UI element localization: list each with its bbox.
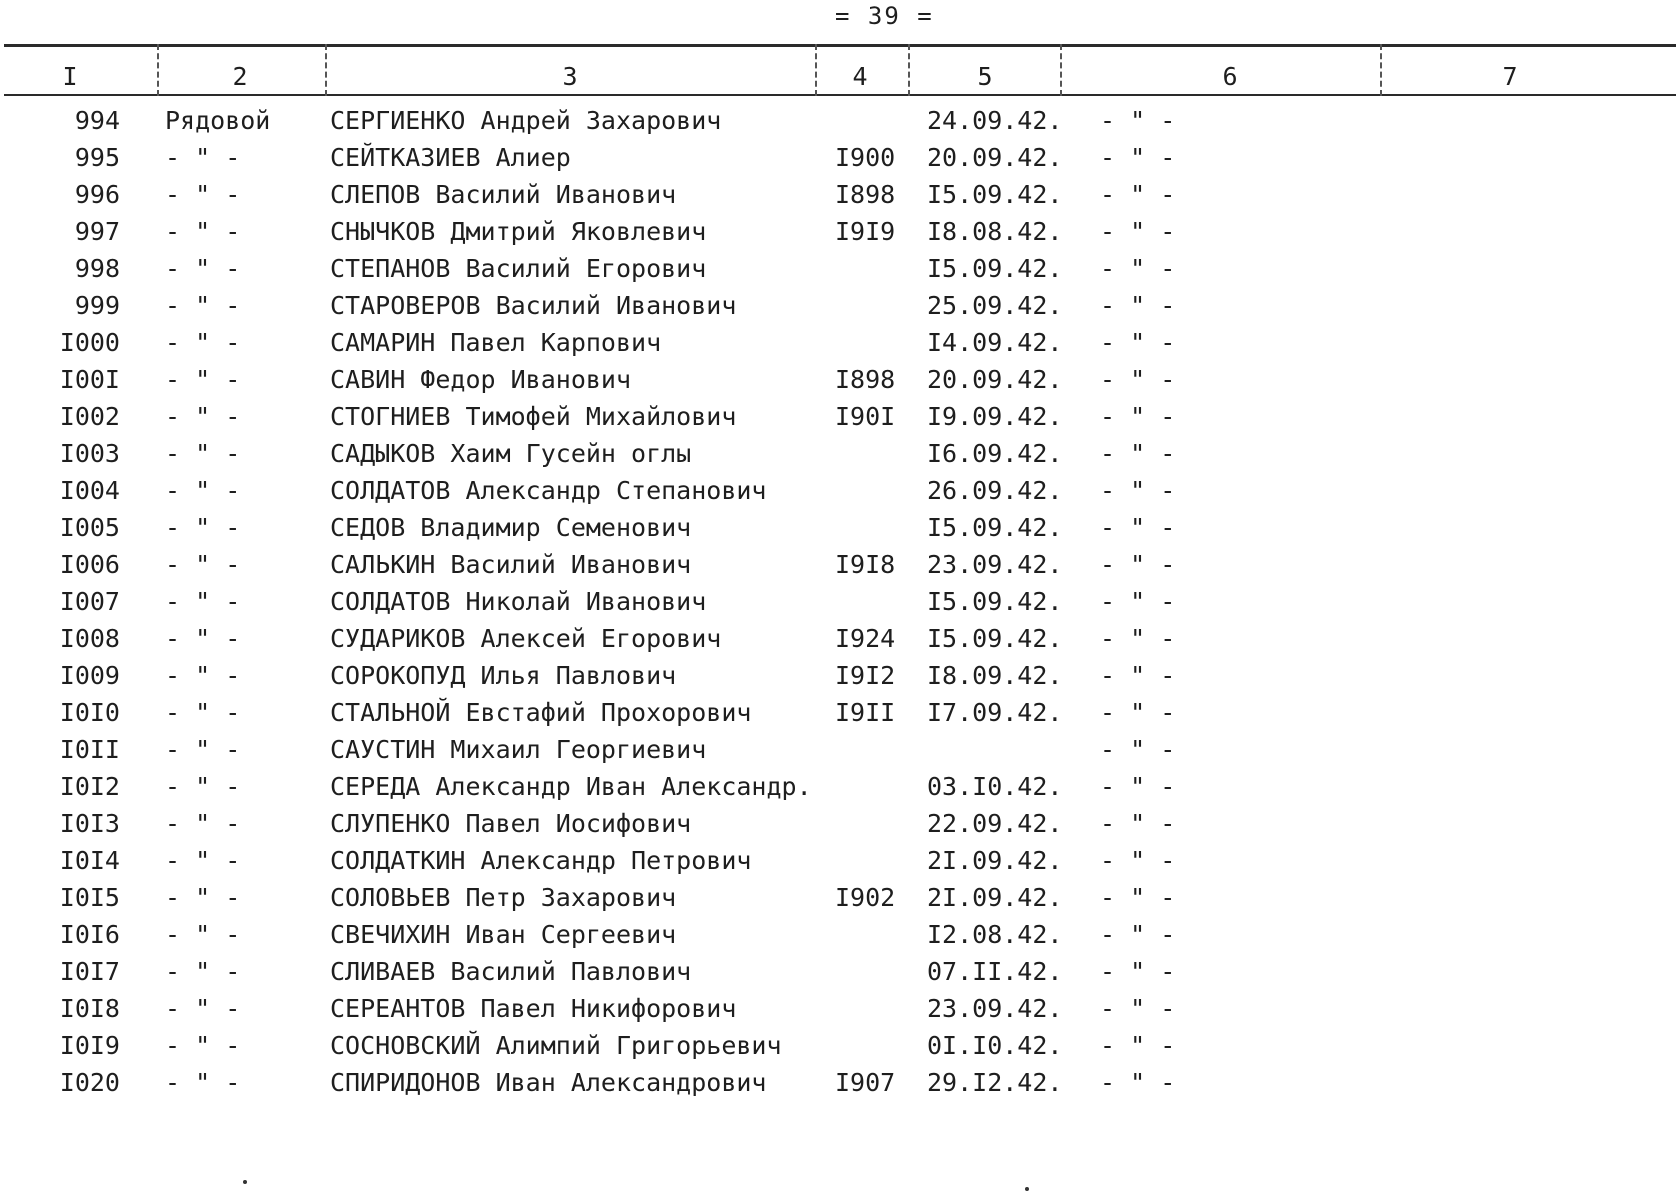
row-number: I0I7	[59, 957, 120, 986]
row-number: 994	[74, 106, 120, 135]
rank: - " -	[165, 1031, 241, 1060]
rank: - " -	[165, 550, 241, 579]
date: 2I.09.42.	[927, 883, 1063, 912]
page-number: = 39 =	[835, 2, 934, 30]
table-row	[0, 252, 1680, 289]
full-name: СТАЛЬНОЙ Евстафий Прохорович	[330, 698, 752, 727]
row-number: I008	[59, 624, 120, 653]
rank: - " -	[165, 1068, 241, 1097]
full-name: САУСТИН Михаил Георгиевич	[330, 735, 707, 764]
ditto-mark: - " -	[1100, 439, 1176, 468]
table-row	[0, 1029, 1680, 1066]
table-row	[0, 881, 1680, 918]
birth-year: I9I9	[835, 217, 896, 246]
date: I4.09.42.	[927, 328, 1063, 357]
table-row	[0, 437, 1680, 474]
table-row	[0, 178, 1680, 215]
date: 22.09.42.	[927, 809, 1063, 838]
birth-year: I898	[835, 180, 896, 209]
row-number: I007	[59, 587, 120, 616]
full-name: СЕДОВ Владимир Семенович	[330, 513, 692, 542]
table-row	[0, 104, 1680, 141]
full-name: СЕРГИЕНКО Андрей Захарович	[330, 106, 722, 135]
rank: - " -	[165, 476, 241, 505]
column-separator	[908, 44, 910, 96]
date: 23.09.42.	[927, 550, 1063, 579]
ditto-mark: - " -	[1100, 402, 1176, 431]
date: I5.09.42.	[927, 624, 1063, 653]
table-row	[0, 955, 1680, 992]
birth-year: I902	[835, 883, 896, 912]
ditto-mark: - " -	[1100, 180, 1176, 209]
row-number: I0II	[59, 735, 120, 764]
table-row	[0, 141, 1680, 178]
row-number: I0I5	[59, 883, 120, 912]
ditto-mark: - " -	[1100, 476, 1176, 505]
row-number: I006	[59, 550, 120, 579]
row-number: I0I8	[59, 994, 120, 1023]
ditto-mark: - " -	[1100, 217, 1176, 246]
full-name: СЛИВАЕВ Василий Павлович	[330, 957, 692, 986]
column-header-3: 3	[562, 62, 578, 91]
table-row	[0, 363, 1680, 400]
full-name: САВИН Федор Иванович	[330, 365, 632, 394]
row-number: I004	[59, 476, 120, 505]
ditto-mark: - " -	[1100, 254, 1176, 283]
table-row	[0, 289, 1680, 326]
rank: - " -	[165, 143, 241, 172]
birth-year: I898	[835, 365, 896, 394]
column-header-6: 6	[1222, 62, 1238, 91]
column-separator	[1060, 44, 1062, 96]
full-name: СОЛДАТОВ Николай Иванович	[330, 587, 707, 616]
birth-year: I924	[835, 624, 896, 653]
date: 2I.09.42.	[927, 846, 1063, 875]
table-row	[0, 992, 1680, 1029]
row-number: I00I	[59, 365, 120, 394]
table-row	[0, 844, 1680, 881]
table-row	[0, 622, 1680, 659]
full-name: СОЛОВЬЕВ Петр Захарович	[330, 883, 677, 912]
ditto-mark: - " -	[1100, 365, 1176, 394]
rank: - " -	[165, 624, 241, 653]
birth-year: I90I	[835, 402, 896, 431]
rank: - " -	[165, 846, 241, 875]
date: 0I.I0.42.	[927, 1031, 1063, 1060]
date: 25.09.42.	[927, 291, 1063, 320]
row-number: I0I4	[59, 846, 120, 875]
ditto-mark: - " -	[1100, 735, 1176, 764]
rank: - " -	[165, 957, 241, 986]
ditto-mark: - " -	[1100, 328, 1176, 357]
column-separator	[157, 44, 159, 96]
birth-year: I9II	[835, 698, 896, 727]
ditto-mark: - " -	[1100, 513, 1176, 542]
rank: - " -	[165, 513, 241, 542]
rank: - " -	[165, 661, 241, 690]
full-name: СУДАРИКОВ Алексей Егорович	[330, 624, 722, 653]
table-row	[0, 807, 1680, 844]
rank: - " -	[165, 883, 241, 912]
full-name: СВЕЧИХИН Иван Сергеевич	[330, 920, 677, 949]
ditto-mark: - " -	[1100, 661, 1176, 690]
table-row	[0, 918, 1680, 955]
stray-mark	[1025, 1187, 1029, 1191]
table-row	[0, 215, 1680, 252]
rank: - " -	[165, 587, 241, 616]
table-row	[0, 659, 1680, 696]
rank: Рядовой	[165, 106, 271, 135]
rank: - " -	[165, 180, 241, 209]
rank: - " -	[165, 402, 241, 431]
full-name: СОЛДАТОВ Александр Степанович	[330, 476, 767, 505]
date: I7.09.42.	[927, 698, 1063, 727]
row-number: 998	[74, 254, 120, 283]
full-name: СЛУПЕНКО Павел Иосифович	[330, 809, 692, 838]
full-name: СОРОКОПУД Илья Павлович	[330, 661, 677, 690]
birth-year: I9I8	[835, 550, 896, 579]
ditto-mark: - " -	[1100, 957, 1176, 986]
rank: - " -	[165, 994, 241, 1023]
stray-mark	[243, 1180, 247, 1184]
ditto-mark: - " -	[1100, 1031, 1176, 1060]
row-number: 995	[74, 143, 120, 172]
date: I2.08.42.	[927, 920, 1063, 949]
date: I5.09.42.	[927, 587, 1063, 616]
ditto-mark: - " -	[1100, 106, 1176, 135]
rank: - " -	[165, 328, 241, 357]
row-number: I002	[59, 402, 120, 431]
ditto-mark: - " -	[1100, 143, 1176, 172]
column-header-4: 4	[852, 62, 868, 91]
date: 26.09.42.	[927, 476, 1063, 505]
date: 07.II.42.	[927, 957, 1063, 986]
date: 03.I0.42.	[927, 772, 1063, 801]
row-number: 996	[74, 180, 120, 209]
table-row	[0, 474, 1680, 511]
date: I6.09.42.	[927, 439, 1063, 468]
ditto-mark: - " -	[1100, 994, 1176, 1023]
date: I5.09.42.	[927, 254, 1063, 283]
row-number: I020	[59, 1068, 120, 1097]
column-header-1: I	[62, 62, 78, 91]
row-number: I0I9	[59, 1031, 120, 1060]
date: I5.09.42.	[927, 180, 1063, 209]
table-row	[0, 326, 1680, 363]
rank: - " -	[165, 920, 241, 949]
row-number: I005	[59, 513, 120, 542]
row-number: 999	[74, 291, 120, 320]
row-number: I0I2	[59, 772, 120, 801]
row-number: I003	[59, 439, 120, 468]
full-name: СОЛДАТКИН Александр Петрович	[330, 846, 752, 875]
ditto-mark: - " -	[1100, 772, 1176, 801]
full-name: САДЫКОВ Хаим Гусейн оглы	[330, 439, 692, 468]
full-name: СЕРЕАНТОВ Павел Никифорович	[330, 994, 737, 1023]
table-row	[0, 733, 1680, 770]
table-body	[0, 104, 1680, 1103]
ditto-mark: - " -	[1100, 1068, 1176, 1097]
date: 20.09.42.	[927, 143, 1063, 172]
rank: - " -	[165, 439, 241, 468]
row-number: I0I3	[59, 809, 120, 838]
rank: - " -	[165, 254, 241, 283]
full-name: СЕЙТКАЗИЕВ Алиер	[330, 143, 571, 172]
column-separator	[815, 44, 817, 96]
ditto-mark: - " -	[1100, 698, 1176, 727]
row-number: I0I6	[59, 920, 120, 949]
ditto-mark: - " -	[1100, 587, 1176, 616]
birth-year: I9I2	[835, 661, 896, 690]
ditto-mark: - " -	[1100, 624, 1176, 653]
rank: - " -	[165, 809, 241, 838]
rank: - " -	[165, 365, 241, 394]
ditto-mark: - " -	[1100, 550, 1176, 579]
full-name: СОСНОВСКИЙ Алимпий Григорьевич	[330, 1031, 782, 1060]
column-header-2: 2	[232, 62, 248, 91]
birth-year: I900	[835, 143, 896, 172]
table-row	[0, 400, 1680, 437]
row-number: I009	[59, 661, 120, 690]
row-number: I0I0	[59, 698, 120, 727]
column-header-5: 5	[977, 62, 993, 91]
row-number: 997	[74, 217, 120, 246]
table-row	[0, 1066, 1680, 1103]
ditto-mark: - " -	[1100, 291, 1176, 320]
ditto-mark: - " -	[1100, 883, 1176, 912]
full-name: СПИРИДОНОВ Иван Александрович	[330, 1068, 767, 1097]
date: 20.09.42.	[927, 365, 1063, 394]
column-separator	[1380, 44, 1382, 96]
rank: - " -	[165, 291, 241, 320]
date: I5.09.42.	[927, 513, 1063, 542]
table-row	[0, 696, 1680, 733]
table-top-rule	[4, 44, 1676, 47]
date: 24.09.42.	[927, 106, 1063, 135]
date: 23.09.42.	[927, 994, 1063, 1023]
rank: - " -	[165, 772, 241, 801]
table-header-rule	[4, 94, 1676, 96]
full-name: САЛЬКИН Василий Иванович	[330, 550, 692, 579]
rank: - " -	[165, 735, 241, 764]
full-name: СЕРЕДА Александр Иван Александр.	[330, 772, 812, 801]
rank: - " -	[165, 698, 241, 727]
row-number: I000	[59, 328, 120, 357]
full-name: СНЫЧКОВ Дмитрий Яковлевич	[330, 217, 707, 246]
ditto-mark: - " -	[1100, 809, 1176, 838]
ditto-mark: - " -	[1100, 920, 1176, 949]
column-header-7: 7	[1502, 62, 1518, 91]
date: I8.09.42.	[927, 661, 1063, 690]
column-separator	[325, 44, 327, 96]
full-name: САМАРИН Павел Карпович	[330, 328, 662, 357]
date: I8.08.42.	[927, 217, 1063, 246]
full-name: СТАРОВЕРОВ Василий Иванович	[330, 291, 737, 320]
full-name: СТЕПАНОВ Василий Егорович	[330, 254, 707, 283]
date: 29.I2.42.	[927, 1068, 1063, 1097]
ditto-mark: - " -	[1100, 846, 1176, 875]
table-row	[0, 511, 1680, 548]
table-row	[0, 548, 1680, 585]
full-name: СЛЕПОВ Василий Иванович	[330, 180, 677, 209]
date: I9.09.42.	[927, 402, 1063, 431]
table-row	[0, 770, 1680, 807]
full-name: СТОГНИЕВ Тимофей Михайлович	[330, 402, 737, 431]
table-row	[0, 585, 1680, 622]
rank: - " -	[165, 217, 241, 246]
birth-year: I907	[835, 1068, 896, 1097]
